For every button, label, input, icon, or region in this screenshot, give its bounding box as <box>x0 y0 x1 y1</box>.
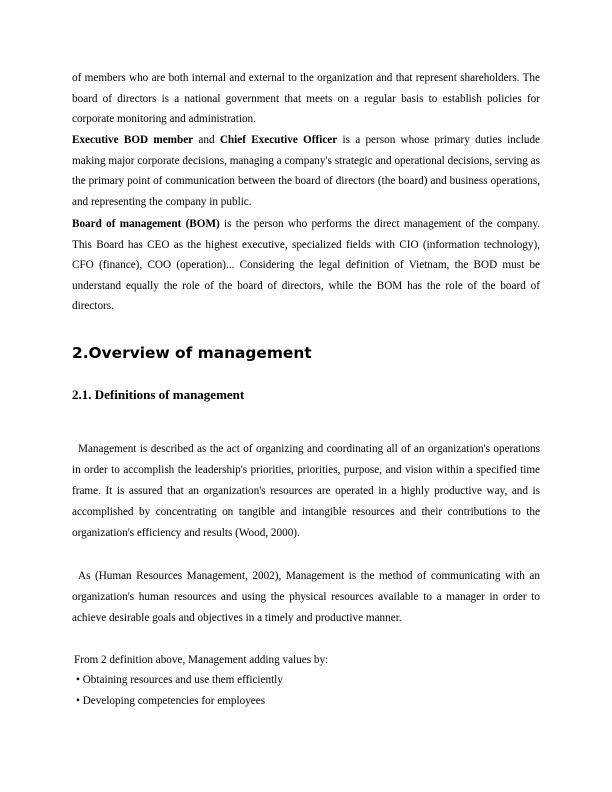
list-intro: From 2 definition above, Management adding values by: <box>74 654 329 666</box>
list-item: • Obtaining resources and use them efficiently <box>76 674 283 686</box>
paragraph-hrm-definition: As (Human Resources Management, 2002), Management is the method of communicating with an organization's human resources and using the physical resources available to a manager in order to achieve desirable goals and objectives in a timely and productive manner. <box>72 570 540 624</box>
paragraph-board-of-management <box>72 214 540 317</box>
paragraph-board-of-directors: of members who are both internal and external to the organization and that represent shareholders. The board of directors is a national government that meets on a regular basis to establish policies for corporate monitoring and administration. <box>72 72 540 126</box>
term-executive-bod-member: Executive BOD member <box>72 134 194 146</box>
paragraph-executive-bod-text: is a person whose primary duties include making major corporate decisions, managing a company's strategic and operational decisions, serving as the primary point of communication between the board of directors (the board) and business operations, and representing the company in public. <box>72 134 540 208</box>
paragraph-board-of-management-text: is the person who performs the direct management of the company. This Board has CEO as the highest executive, specialized fields with CIO (information technology), CFO (finance), COO (operation)... Considering the legal definition of Vietnam, the BOD must be understand equally the role of the board of directors, while the BOM has the role of the board of directors. <box>72 218 540 313</box>
paragraph-joiner: and <box>193 134 220 146</box>
paragraph-management-definition: Management is described as the act of organizing and coordinating all of an organization's operations in order to accomplish the leadership's priorities, priorities, purpose, and vision within a specified time frame. It is assured that an organization's resources are operated in a highly productive way, and is accomplished by concentrating on tangible and intangible resources and their contributions to the organization's efficiency and results (Wood, 2000). <box>72 443 540 539</box>
paragraph-executive-bod <box>72 130 540 212</box>
term-chief-executive-officer: Chief Executive Officer <box>219 134 338 146</box>
list-item: • Developing competencies for employees <box>76 695 266 707</box>
term-board-of-management: Board of management (BOM) <box>72 218 220 230</box>
section-heading-overview: 2.Overview of management <box>72 344 312 362</box>
subsection-heading-definitions: 2.1. Definitions of management <box>72 387 245 402</box>
